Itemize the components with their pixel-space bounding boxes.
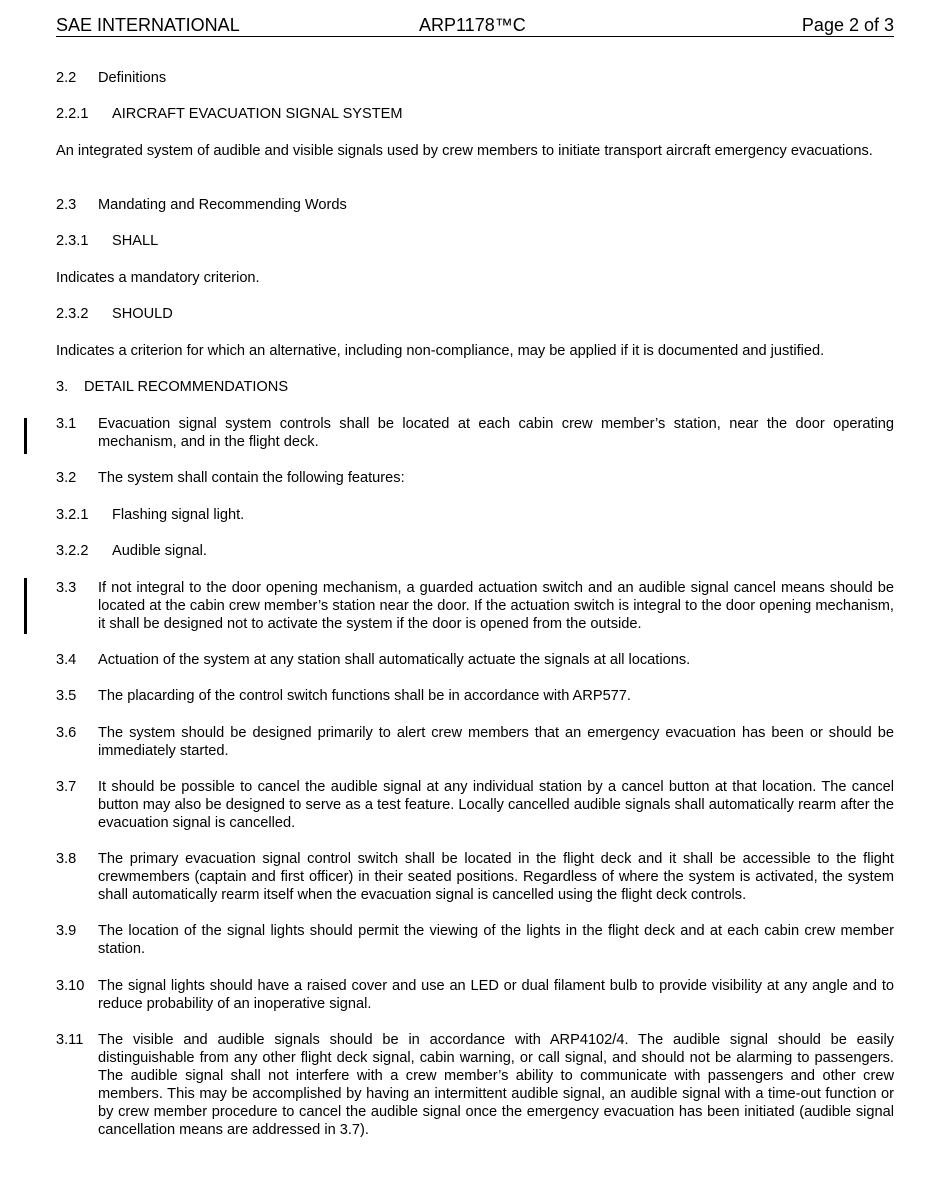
numbered-item (56, 1031, 894, 1139)
numbered-item (56, 579, 894, 633)
item-number: 3.7 (56, 779, 77, 795)
revision-bar (24, 418, 27, 454)
item-text: Evacuation signal system controls shall be located at each cabin crew member’s station, near the door operating mechanism, and in the flight deck. (98, 416, 894, 450)
item-number: 3.9 (56, 923, 77, 939)
item-number: 3.2.1 (56, 507, 89, 523)
section-title: Mandating and Recommending Words (98, 197, 347, 213)
item-number: 3.6 (56, 725, 77, 741)
item-text: The system should be designed primarily to alert crew members that an emergency evacuation has been or should be immediately started. (98, 725, 894, 759)
item-number: 3.8 (56, 851, 77, 867)
item-text: The placarding of the control switch functions shall be in accordance with ARP577. (98, 688, 631, 704)
section-title: DETAIL RECOMMENDATIONS (84, 379, 289, 395)
section-title: AIRCRAFT EVACUATION SIGNAL SYSTEM (112, 106, 403, 122)
section-heading (56, 232, 894, 250)
numbered-item (56, 415, 894, 451)
section-heading (56, 305, 894, 323)
item-text: Flashing signal light. (112, 507, 245, 523)
section-heading (56, 378, 894, 396)
page-header (56, 14, 894, 37)
numbered-item (56, 922, 894, 958)
numbered-item (56, 724, 894, 760)
item-text: It should be possible to cancel the audible signal at any individual station by a cancel button at that location. The cancel button may also be designed to serve as a test feature. Locally cancelled audible signals shall automatically rearm after the evacuation signal is cancelled. (98, 779, 894, 831)
item-text: The primary evacuation signal control switch shall be located in the flight deck and it shall be accessible to the flight crewmembers (captain and first officer) in their seated positions. Regardless of where the system is activated, the system shall automatically rearm itself when the evacuation signal is cancelled using the flight deck controls. (98, 851, 894, 903)
item-number: 3.3 (56, 580, 77, 596)
item-text: The location of the signal lights should permit the viewing of the lights in the flight deck and at each cabin crew member station. (98, 923, 894, 957)
paragraph: Indicates a criterion for which an alternative, including non-compliance, may be applied if it is documented and justified. (56, 343, 825, 359)
item-text: Actuation of the system at any station shall automatically actuate the signals at all locations. (98, 652, 691, 668)
revision-bar (24, 578, 27, 634)
numbered-item (56, 506, 894, 524)
numbered-item (56, 687, 894, 705)
item-text: The visible and audible signals should be in accordance with ARP4102/4. The audible signal should be easily distinguishable from any other flight deck signal, cabin warning, or call signal, and should not be alarming to passengers. The audible signal shall not interfere with a crew member’s ability to communicate with passengers and other crew members. This may be accomplished by having an intermittent audible signal, an audible signal with a time-out function or by crew member procedure to cancel the audible signal once the emergency evacuation has been initiated (audible signal cancellation means are addressed in 3.7). (98, 1032, 894, 1138)
numbered-item (56, 850, 894, 904)
item-text: If not integral to the door opening mechanism, a guarded actuation switch and an audible signal cancel means should be located at the cabin crew member’s station near the door. If the actuation switch is integral to the door opening mechanism, it shall be designed not to activate the system if the door is opened from the outside. (98, 580, 894, 632)
section-heading (56, 105, 894, 123)
section-title: Definitions (98, 70, 167, 86)
item-text: The signal lights should have a raised cover and use an LED or dual filament bulb to provide visibility at any angle and to reduce probability of an inoperative signal. (98, 978, 894, 1012)
section-heading (56, 69, 894, 87)
numbered-item (56, 651, 894, 669)
item-number: 3.4 (56, 652, 77, 668)
item-number: 3.10 (56, 978, 85, 994)
header-page-number: Page 2 of 3 (801, 15, 894, 35)
item-text: The system shall contain the following features: (98, 470, 405, 486)
section-number: 2.3.2 (56, 306, 89, 322)
item-number: 3.2 (56, 470, 77, 486)
paragraph: An integrated system of audible and visible signals used by crew members to initiate transport aircraft emergency evacuations. (56, 143, 873, 159)
section-heading (56, 196, 894, 214)
numbered-item (56, 469, 894, 487)
numbered-item (56, 977, 894, 1013)
item-number: 3.2.2 (56, 543, 89, 559)
section-number: 2.2.1 (56, 106, 89, 122)
section-number: 2.3.1 (56, 233, 89, 249)
item-number: 3.11 (56, 1032, 84, 1048)
section-number: 2.2 (56, 70, 77, 86)
item-text: Audible signal. (112, 543, 207, 559)
numbered-item (56, 778, 894, 832)
section-title: SHALL (112, 233, 159, 249)
section-title: SHOULD (112, 306, 173, 322)
item-number: 3.1 (56, 416, 77, 432)
section-number: 2.3 (56, 197, 77, 213)
numbered-item (56, 542, 894, 560)
item-number: 3.5 (56, 688, 77, 704)
paragraph: Indicates a mandatory criterion. (56, 270, 260, 286)
header-doc-number: ARP1178™C (419, 15, 526, 35)
section-number: 3. (56, 379, 69, 395)
header-org: SAE INTERNATIONAL (56, 15, 240, 35)
